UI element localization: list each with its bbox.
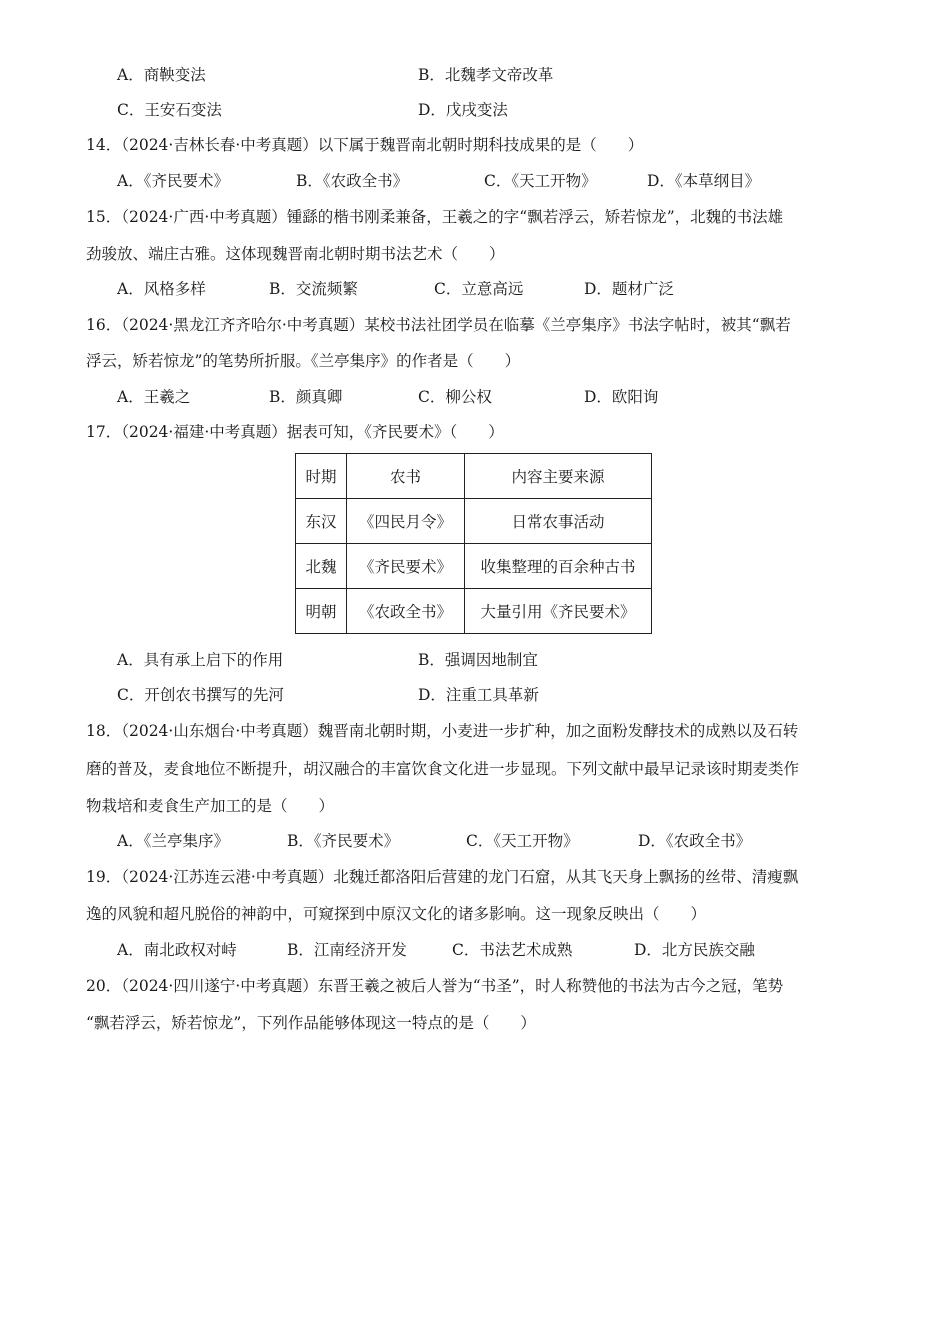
q13-option-d[interactable]: D．戊戌变法: [418, 101, 508, 119]
q13-option-c[interactable]: C．王安石变法: [117, 101, 222, 119]
table-header-cell: 农书: [347, 454, 465, 499]
q20-stem-line1: 20．（2024·四川遂宁·中考真题）东晋王羲之被后人誉为“书圣”，时人称赞他的书法为古今之冠，笔势: [86, 977, 784, 995]
q14-option-b[interactable]: B．《农政全书》: [296, 172, 409, 190]
table-header-cell: 时期: [296, 454, 347, 499]
q13-option-b[interactable]: B．北魏孝文帝改革: [418, 66, 554, 84]
q18-stem-line1: 18．（2024·山东烟台·中考真题）魏晋南北朝时期，小麦进一步扩种，加之面粉发酵技术的成熟以及石转: [86, 722, 799, 740]
q16-option-d[interactable]: D．欧阳询: [584, 388, 659, 406]
q17-stem: 17．（2024·福建·中考真题）据表可知，《齐民要术》（ ）: [86, 423, 504, 441]
q15-stem-line1: 15．（2024·广西·中考真题）锺繇的楷书刚柔兼备，王羲之的字“飘若浮云，矫若惊龙”，北魏的书法雄: [86, 208, 784, 226]
table-header-row: [296, 454, 652, 499]
q15-stem-line2: 劲骏放、端庄古雅。这体现魏晋南北朝时期书法艺术（ ）: [86, 245, 505, 263]
q19-option-a[interactable]: A．南北政权对峙: [117, 941, 237, 959]
q17-table: [295, 453, 652, 634]
q18-stem-line2: 磨的普及，麦食地位不断提升，胡汉融合的丰富饮食文化进一步显现。下列文献中最早记录该时期麦类作: [86, 760, 800, 778]
q19-option-c[interactable]: C．书法艺术成熟: [452, 941, 573, 959]
q16-stem-line2: 浮云，矫若惊龙”的笔势所折服。《兰亭集序》的作者是（ ）: [86, 352, 521, 370]
table-cell: 《四民月令》: [347, 499, 465, 544]
q17-option-b[interactable]: B．强调因地制宜: [418, 651, 538, 669]
q14-option-d[interactable]: D．《本草纲目》: [647, 172, 761, 190]
q16-stem-line1: 16．（2024·黑龙江齐齐哈尔·中考真题）某校书法社团学员在临摹《兰亭集序》书法字帖时，被其“飘若: [86, 316, 791, 334]
q18-option-d[interactable]: D．《农政全书》: [638, 832, 752, 850]
q15-option-c[interactable]: C．立意高远: [434, 280, 524, 298]
q19-option-b[interactable]: B．江南经济开发: [287, 941, 407, 959]
table-cell: 北魏: [296, 544, 347, 589]
q14-option-a[interactable]: A．《齐民要术》: [117, 172, 229, 190]
table-row: [296, 544, 652, 589]
q19-option-d[interactable]: D．北方民族交融: [634, 941, 755, 959]
table-cell: 《农政全书》: [347, 589, 465, 634]
q19-stem-line2: 逸的风貌和超凡脱俗的神韵中，可窥探到中原汉文化的诸多影响。这一现象反映出（ ）: [86, 905, 707, 923]
q18-option-b[interactable]: B．《齐民要术》: [287, 832, 400, 850]
q18-option-a[interactable]: A．《兰亭集序》: [117, 832, 229, 850]
q14-option-c[interactable]: C．《天工开物》: [484, 172, 597, 190]
q15-option-b[interactable]: B．交流频繁: [269, 280, 358, 298]
table-cell: 大量引用《齐民要术》: [465, 589, 652, 634]
table-cell: 收集整理的百余种古书: [465, 544, 652, 589]
q13-option-a[interactable]: A．商鞅变法: [117, 66, 206, 84]
q16-option-a[interactable]: A．王羲之: [117, 388, 191, 406]
table-cell: 日常农事活动: [465, 499, 652, 544]
q15-option-a[interactable]: A．风格多样: [117, 280, 206, 298]
table-cell: 《齐民要术》: [347, 544, 465, 589]
table-cell: 东汉: [296, 499, 347, 544]
table-row: [296, 589, 652, 634]
q18-stem-line3: 物栽培和麦食生产加工的是（ ）: [86, 797, 335, 815]
q15-option-d[interactable]: D．题材广泛: [584, 280, 674, 298]
table-cell: 明朝: [296, 589, 347, 634]
table-row: [296, 499, 652, 544]
q17-option-c[interactable]: C．开创农书撰写的先河: [117, 686, 284, 704]
q14-stem: 14．（2024·吉林长春·中考真题）以下属于魏晋南北朝时期科技成果的是（ ）: [86, 136, 644, 154]
q17-option-a[interactable]: A．具有承上启下的作用: [117, 651, 284, 669]
q19-stem-line1: 19．（2024·江苏连云港·中考真题）北魏迁都洛阳后营建的龙门石窟，从其飞天身上飘扬的丝带、清瘦飘: [86, 868, 799, 886]
q16-option-b[interactable]: B．颜真卿: [269, 388, 343, 406]
q17-option-d[interactable]: D．注重工具革新: [418, 686, 539, 704]
q20-stem-line2: “飘若浮云，矫若惊龙”，下列作品能够体现这一特点的是（ ）: [86, 1014, 536, 1032]
q16-option-c[interactable]: C．柳公权: [418, 388, 492, 406]
q18-option-c[interactable]: C．《天工开物》: [466, 832, 579, 850]
table-header-cell: 内容主要来源: [465, 454, 652, 499]
